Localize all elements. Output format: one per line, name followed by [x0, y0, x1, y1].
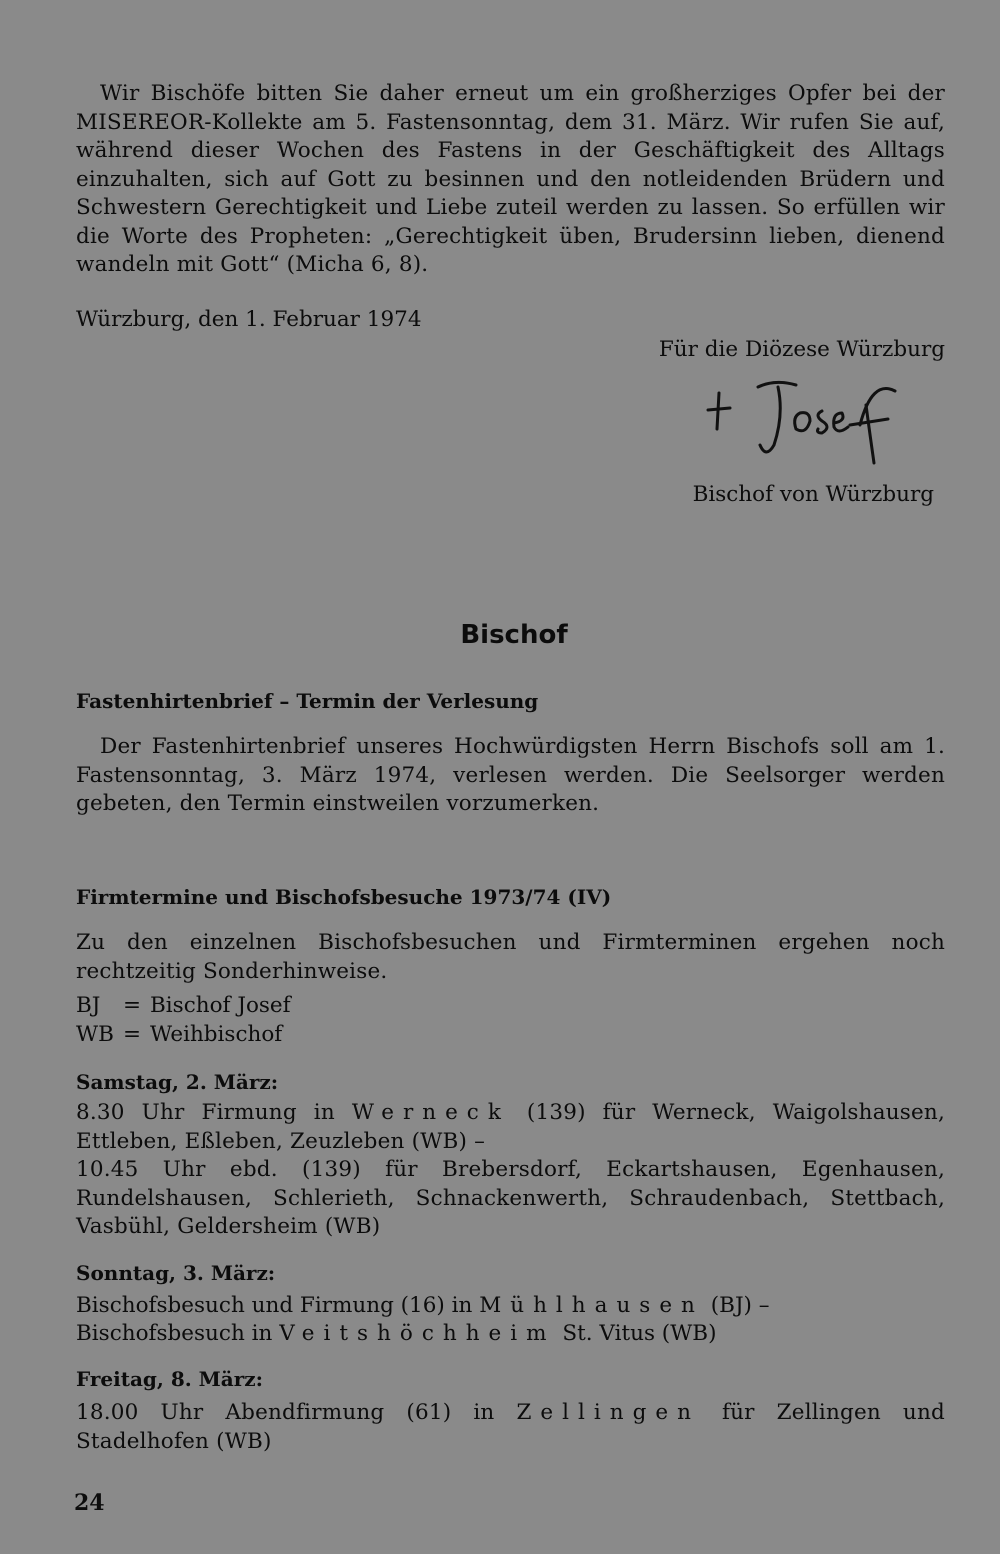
legend-meaning: Weihbischof — [150, 1021, 283, 1047]
sonntag-line-1 — [76, 1292, 770, 1321]
samstag-entry-1 — [76, 1099, 945, 1156]
section-title: Bischof — [460, 620, 568, 650]
legend-row-bj — [76, 992, 291, 1021]
entry-text: 18.00 Uhr Abendfirmung (61) in — [76, 1400, 495, 1425]
fasten-heading: Fastenhirtenbrief – Termin der Verlesung — [76, 689, 539, 713]
legend-meaning: Bischof Josef — [150, 993, 291, 1018]
day-heading-freitag: Freitag, 8. März: — [76, 1367, 264, 1391]
place-name: Werneck — [351, 1100, 510, 1125]
legend-equals: = — [122, 1021, 141, 1047]
intro-text: Wir Bischöfe bitten Sie daher erneut um ein großherziges Opfer bei der MISEREOR-Kollekte am 5. Fastensonntag, dem 31. März. Wir rufen Sie auf, während dieser Wochen des Fastens in der Geschäftigkeit des Alltags einzuhalten, sich auf Gott zu besinnen und den notleidenden Brüdern und Schwestern Gerechtigkeit und Liebe zuteil werden zu lassen. So erfüllen wir die Worte des Propheten: „Gerechtigkeit üben, Brudersinn lieben, dienend wandeln mit Gott“ (Micha 6, 8). — [76, 81, 945, 277]
place-name: Zellingen — [516, 1400, 700, 1425]
place-name: Mühlhausen — [479, 1293, 704, 1318]
firm-intro: Zu den einzelnen Bischofsbesuchen und Firmterminen ergehen noch rechtzeitig Sonderhinweise. — [76, 930, 945, 984]
entry-text: (BJ) – — [710, 1293, 770, 1318]
fasten-body — [76, 733, 945, 819]
abbreviation-legend — [76, 992, 291, 1049]
entry-text: Bischofsbesuch und Firmung (16) in — [76, 1293, 473, 1318]
day-heading-sonntag: Sonntag, 3. März: — [76, 1261, 276, 1285]
firm-heading: Firmtermine und Bischofsbesuche 1973/74 (IV) — [76, 885, 612, 909]
page-number: 24 — [74, 1490, 105, 1516]
entry-text: Bischofsbesuch in — [76, 1321, 273, 1346]
samstag-entry-2: 10.45 Uhr ebd. (139) für Brebersdorf, Eckartshausen, Egenhausen, Rundelshausen, Schlerieth, Schnackenwerth, Schraudenbach, Stettbach, Vasbühl, Geldersheim (WB) — [76, 1157, 945, 1239]
entry-text: für Zellingen und Stadelhofen (WB) — [76, 1400, 945, 1454]
day-heading-samstag: Samstag, 2. März: — [76, 1070, 279, 1094]
legend-abbr: BJ — [76, 993, 101, 1018]
bishop-title: Bischof von Würzburg — [692, 482, 934, 507]
intro-paragraph — [76, 80, 945, 280]
place-name: Veitshöchheim — [279, 1321, 556, 1346]
entry-text: (139) für Werneck, Waigolshausen, Ettleben, Eßleben, Zeuzleben (WB) – — [76, 1100, 945, 1154]
entry-text: 8.30 Uhr Firmung in — [76, 1100, 335, 1125]
bishop-signature — [700, 375, 910, 470]
fasten-body-text: Der Fastenhirtenbrief unseres Hochwürdigsten Herrn Bischofs soll am 1. Fastensonntag, 3. März 1974, verlesen werden. Die Seelsorger werden gebeten, den Termin einstweilen vorzumerken. — [76, 734, 945, 816]
legend-abbr: WB — [76, 1021, 114, 1047]
sonntag-line-2 — [76, 1320, 716, 1349]
place-date: Würzburg, den 1. Februar 1974 — [76, 307, 422, 332]
for-diocese: Für die Diözese Würzburg — [658, 337, 945, 362]
freitag-entry — [76, 1399, 945, 1456]
legend-row-wb — [76, 1021, 291, 1050]
entry-text: St. Vitus (WB) — [562, 1321, 717, 1346]
legend-equals: = — [122, 993, 141, 1018]
